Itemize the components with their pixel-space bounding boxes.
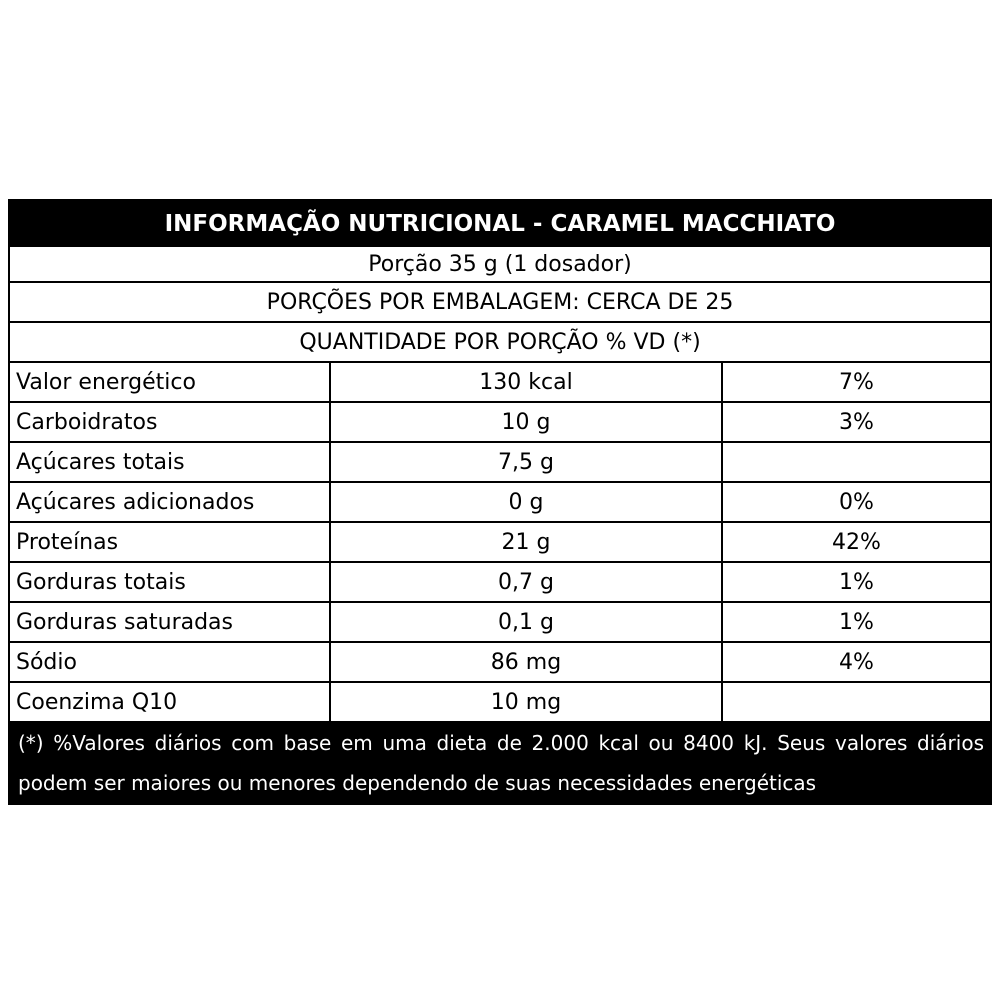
daily-value-footnote: (*) %Valores diários com base em uma dieta de 2.000 kcal ou 8400 kJ. Seus valores diários podem ser maiores ou menores dependendo de suas necessidades energéticas	[18, 731, 984, 795]
quantity-per-serving-header: QUANTIDADE POR PORÇÃO % VD (*)	[10, 323, 990, 361]
nutrient-daily-value: 4%	[723, 643, 990, 681]
nutrient-name: Coenzima Q10	[10, 683, 329, 721]
nutrient-daily-value	[723, 443, 990, 481]
label-title: INFORMAÇÃO NUTRICIONAL - CARAMEL MACCHIATO	[164, 211, 836, 237]
nutrient-daily-value: 42%	[723, 523, 990, 561]
nutrient-amount: 130 kcal	[331, 363, 721, 401]
servings-per-package: PORÇÕES POR EMBALAGEM: CERCA DE 25	[10, 283, 990, 321]
nutrition-facts-label	[8, 199, 992, 805]
nutrient-amount: 86 mg	[331, 643, 721, 681]
nutrient-daily-value: 0%	[723, 483, 990, 521]
nutrient-name: Gorduras totais	[10, 563, 329, 601]
nutrient-name: Gorduras saturadas	[10, 603, 329, 641]
nutrient-amount: 0,1 g	[331, 603, 721, 641]
nutrient-amount: 0,7 g	[331, 563, 721, 601]
nutrient-daily-value: 1%	[723, 563, 990, 601]
nutrient-daily-value: 1%	[723, 603, 990, 641]
nutrient-name: Sódio	[10, 643, 329, 681]
nutrient-name: Açúcares adicionados	[10, 483, 329, 521]
nutrient-name: Açúcares totais	[10, 443, 329, 481]
nutrient-amount: 10 mg	[331, 683, 721, 721]
nutrient-name: Valor energético	[10, 363, 329, 401]
nutrient-daily-value: 7%	[723, 363, 990, 401]
nutrient-amount: 7,5 g	[331, 443, 721, 481]
portion-size: Porção 35 g (1 dosador)	[10, 247, 990, 281]
nutrient-amount: 0 g	[331, 483, 721, 521]
nutrient-amount: 10 g	[331, 403, 721, 441]
nutrient-table	[10, 363, 990, 721]
nutrient-daily-value	[723, 683, 990, 721]
nutrient-name: Proteínas	[10, 523, 329, 561]
nutrient-amount: 21 g	[331, 523, 721, 561]
nutrient-daily-value: 3%	[723, 403, 990, 441]
nutrient-name: Carboidratos	[10, 403, 329, 441]
